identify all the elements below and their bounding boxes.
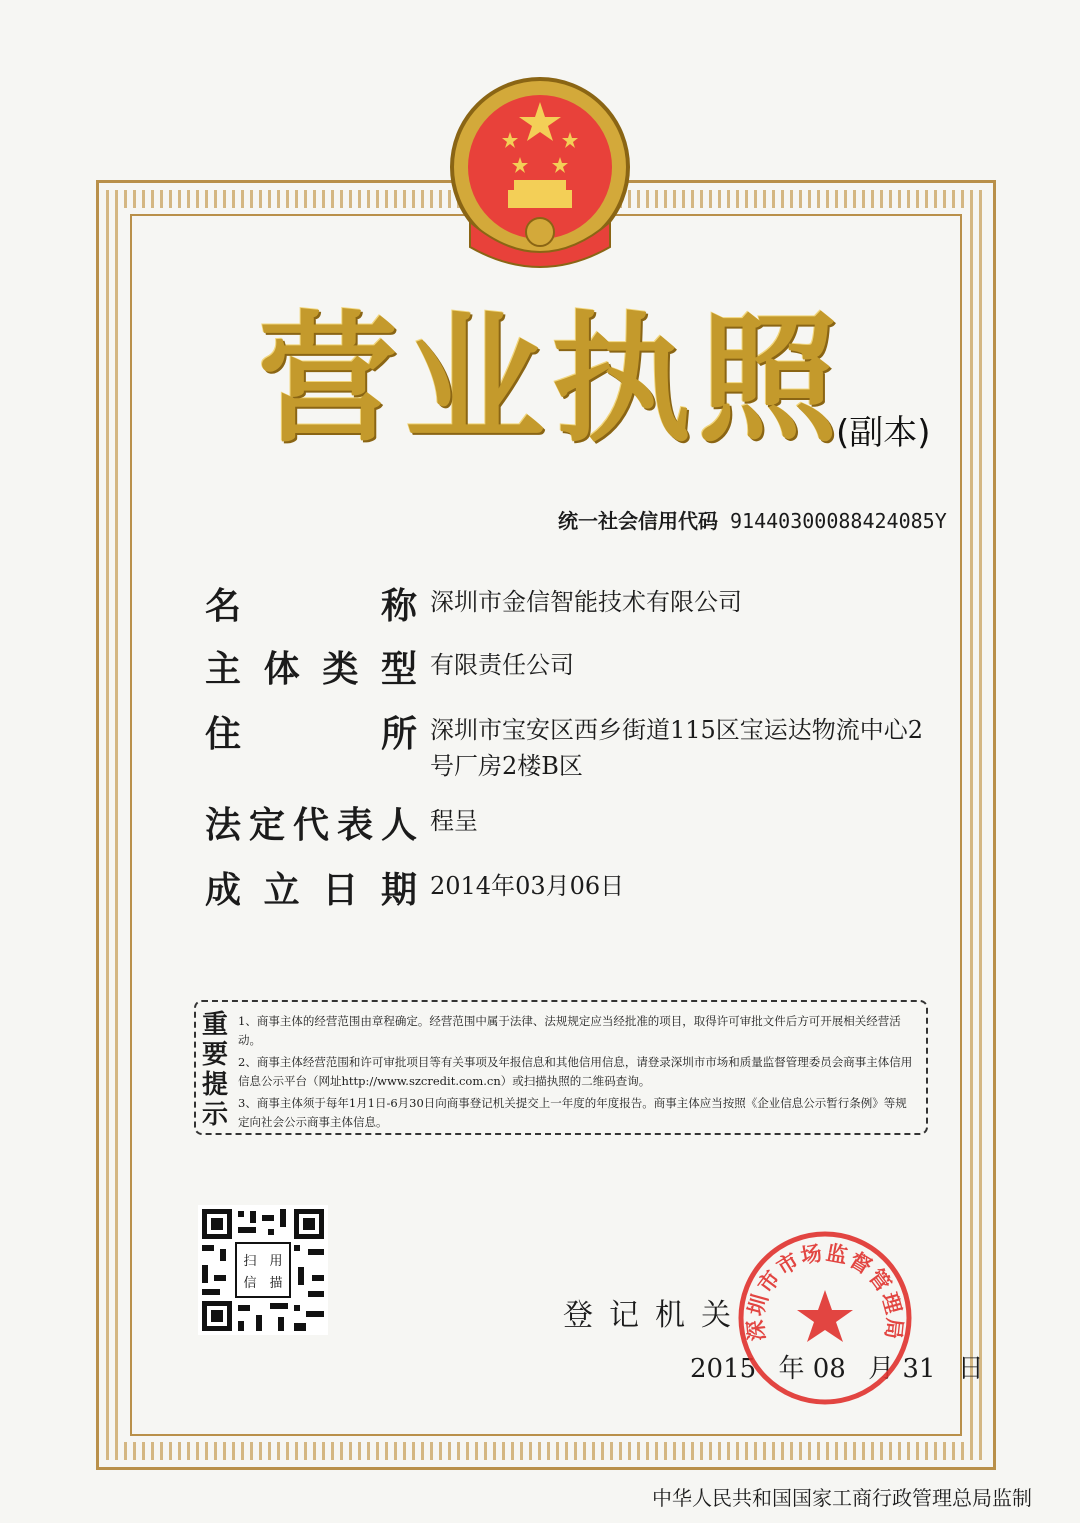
qr-code-icon[interactable] [198,1205,328,1335]
notice-items [238,1012,916,1135]
label-char: 所 [380,714,417,755]
label-char: 定 [248,805,285,846]
title-char: 业 [404,298,545,462]
label-char: 期 [380,870,417,911]
label-char: 名 [205,586,242,627]
qr-center-char: 信 [243,1276,257,1291]
label-char: 立 [263,870,300,911]
month-unit: 月 [868,1354,895,1384]
label-char: 日 [322,870,359,911]
label-char: 表 [336,805,373,846]
official-seal-icon [735,1228,915,1408]
issue-year: 2015 [690,1354,757,1384]
qr-center-char: 描 [269,1276,283,1291]
address-line-1: 深圳市宝安区西乡街道115区宝运达物流中心2 [430,716,924,744]
heading-char: 示 [202,1100,229,1130]
label-char: 类 [322,649,359,690]
notice-item: 3、商事主体须于每年1月1日-6月30日向商事登记机关提交上一年度的年度报告。商事主体应当按照《企业信息公示暂行条例》等规定向社会公示商事主体信息。 [238,1096,907,1129]
heading-char: 重 [202,1010,229,1040]
qr-center-char: 用 [269,1254,283,1269]
qr-center-char: 扫 [243,1254,257,1269]
field-value: 程呈 [430,807,478,835]
label-char: 代 [292,805,329,846]
label-char: 型 [380,649,417,690]
field-value: 深圳市金信智能技术有限公司 [430,588,742,616]
notice-heading [202,1010,232,1130]
field-value: 2014年03月06日 [430,872,625,900]
year-unit: 年 [778,1354,805,1384]
title-char: 营 [258,298,399,462]
license-title [258,300,838,460]
title-char: 照 [697,298,838,462]
day-unit: 日 [957,1354,984,1384]
label-char: 法 [205,805,242,846]
copy-label: (副本) [836,413,931,453]
field-value [430,712,960,784]
footer-issuer: 中华人民共和国国家工商行政管理总局监制 [652,1486,1032,1510]
national-emblem-icon [440,72,640,272]
label-char: 住 [205,714,242,755]
notice-item: 1、商事主体的经营范围由章程确定。经营范围中属于法律、法规规定应当经批准的项目，取得许可审批文件后方可开展相关经营活动。 [238,1014,901,1047]
label-char: 人 [380,805,417,846]
field-label [205,578,417,629]
credit-code-row [558,505,947,534]
credit-code-value: 91440300088424085Y [730,509,947,533]
field-label [205,862,417,913]
label-char: 体 [263,649,300,690]
issue-month: 08 [812,1354,846,1384]
credit-code-label: 统一社会信用代码 [558,509,718,533]
notice-item: 2、商事主体经营范围和许可审批项目等有关事项及年报信息和其他信用信息，请登录深圳市市场和质量监督管理委员会商事主体信用信息公示平台（网址http://www.szcredit.com.cn）或扫描执照的二维码查询。 [238,1055,913,1088]
label-char: 成 [205,870,242,911]
heading-char: 要 [202,1040,229,1070]
issue-day: 31 [902,1354,936,1384]
label-char: 主 [205,649,242,690]
heading-char: 提 [202,1070,229,1100]
title-char: 执 [551,298,692,462]
address-line-2: 号厂房2楼B区 [430,752,583,780]
label-char: 称 [380,586,417,627]
important-notice-box [194,1000,928,1135]
field-label [205,797,417,848]
field-label [205,641,417,692]
field-label [205,706,417,757]
field-value: 有限责任公司 [430,651,574,679]
seal-text: 深圳市市场监督管理局 [743,1240,907,1343]
registration-authority: 登记机关 [563,1298,747,1333]
